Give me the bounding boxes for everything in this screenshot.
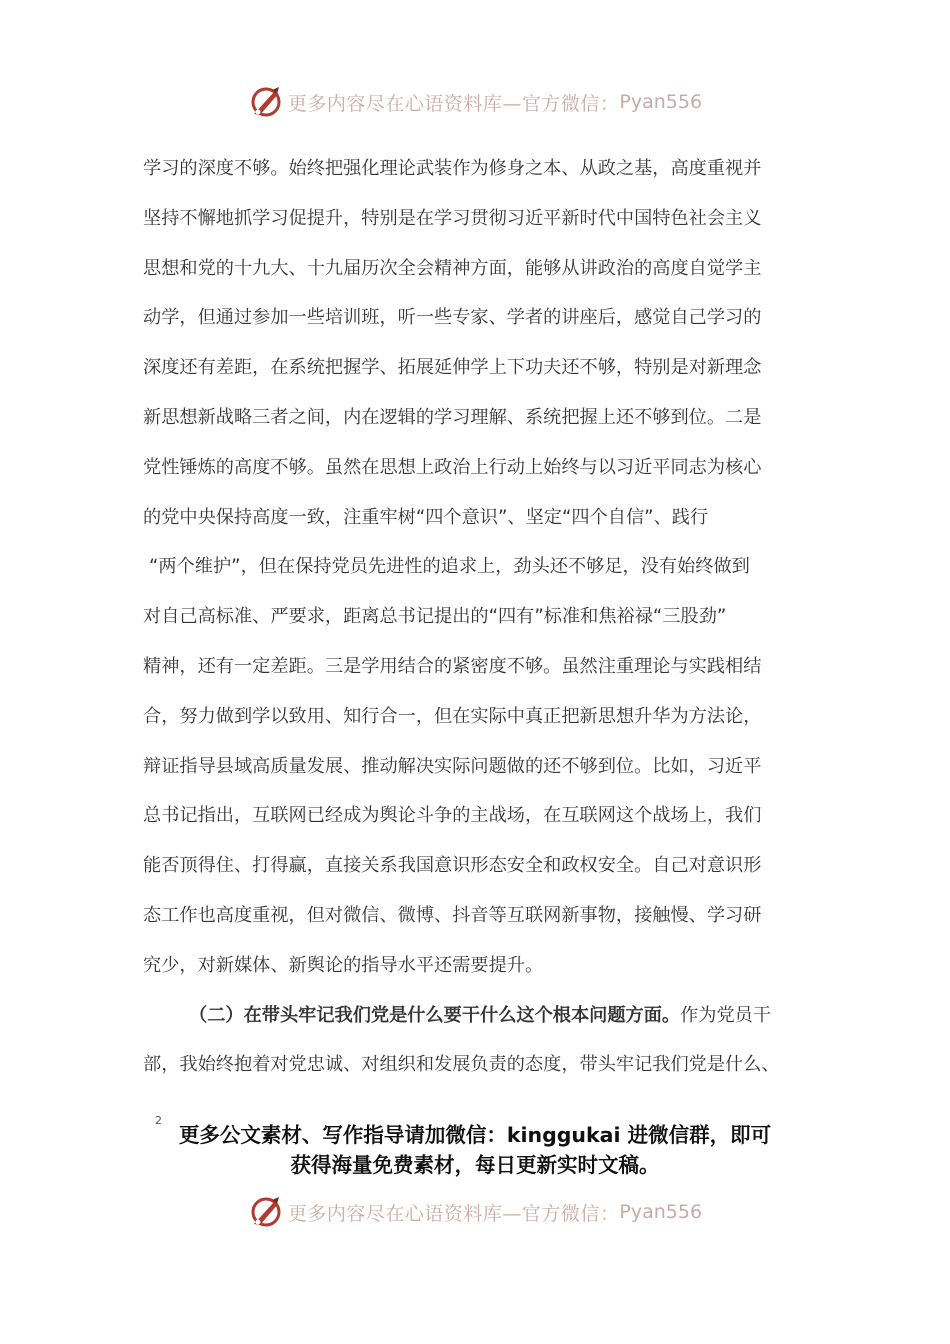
body-line: 坚持不懈地抓学习促提升，特别是在学习贯彻习近平新时代中国特色社会主义 <box>143 207 762 229</box>
page-number: 2 <box>155 1114 162 1127</box>
body-line: 对自己高标准、严要求，距离总书记提出的“四有”标准和焦裕禄“三股劲” <box>143 606 727 628</box>
section-heading-tail: 作为党员干 <box>680 1004 772 1026</box>
footer-wechat-id: Pyan556 <box>619 1201 703 1223</box>
brush-logo-icon <box>248 1194 284 1230</box>
brush-logo-icon <box>248 84 284 120</box>
body-line: “两个维护”，但在保持党员先进性的追求上，劲头还不够足，没有始终做到 <box>149 556 750 578</box>
header-banner-text: 更多内容尽在心语资料库—官方微信： <box>287 92 620 115</box>
header-wechat-id: Pyan556 <box>619 91 703 113</box>
promo-line-1: 更多公文素材、写作指导请加微信：kinggukai 进微信群，即可 <box>178 1123 772 1147</box>
promo-notice <box>0 1120 950 1180</box>
promo-line-2: 获得海量免费素材，每日更新实时文稿。 <box>290 1153 660 1177</box>
body-line: 动学，但通过参加一些培训班，听一些专家、学者的讲座后，感觉自己学习的 <box>143 307 762 329</box>
body-line: 思想和党的十九大、十九届历次全会精神方面，能够从讲政治的高度自觉学主 <box>143 257 762 279</box>
header-banner <box>0 80 950 124</box>
document-body <box>143 148 803 1094</box>
section-heading-line <box>143 995 803 1045</box>
body-line: 辩证指导县域高质量发展、推动解决实际问题做的还不够到位。比如，习近平 <box>143 755 762 777</box>
body-line: 精神，还有一定差距。三是学用结合的紧密度不够。虽然注重理论与实践相结 <box>143 655 762 677</box>
footer-banner-text: 更多内容尽在心语资料库—官方微信： <box>287 1202 620 1225</box>
body-line: 合，努力做到学以致用、知行合一，但在实际中真正把新思想升华为方法论， <box>143 705 762 727</box>
body-line: 深度还有差距，在系统把握学、拓展延伸学上下功夫还不够，特别是对新理念 <box>143 357 762 379</box>
body-line: 能否顶得住、打得赢，直接关系我国意识形态安全和政权安全。自己对意识形 <box>143 855 762 877</box>
body-line: 态工作也高度重视，但对微信、微博、抖音等互联网新事物，接触慢、学习研 <box>143 904 762 926</box>
body-line: 新思想新战略三者之间，内在逻辑的学习理解、系统把握上还不够到位。二是 <box>143 406 762 428</box>
body-line: 部，我始终抱着对党忠诚、对组织和发展负责的态度，带头牢记我们党是什么、 <box>143 1054 780 1076</box>
body-line: 学习的深度不够。始终把强化理论武装作为修身之本、从政之基，高度重视并 <box>143 158 762 179</box>
body-line: 究少，对新媒体、新舆论的指导水平还需要提升。 <box>143 954 544 976</box>
body-line: 总书记指出，互联网已经成为舆论斗争的主战场，在互联网这个战场上，我们 <box>143 805 762 827</box>
section-heading: （二）在带头牢记我们党是什么要干什么这个根本问题方面。 <box>189 1004 681 1026</box>
footer-banner <box>0 1190 950 1234</box>
body-line: 党性锤炼的高度不够。虽然在思想上政治上行动上始终与以习近平同志为核心 <box>143 456 762 478</box>
body-line: 的党中央保持高度一致，注重牢树“四个意识”、坚定“四个自信”、践行 <box>143 506 709 528</box>
